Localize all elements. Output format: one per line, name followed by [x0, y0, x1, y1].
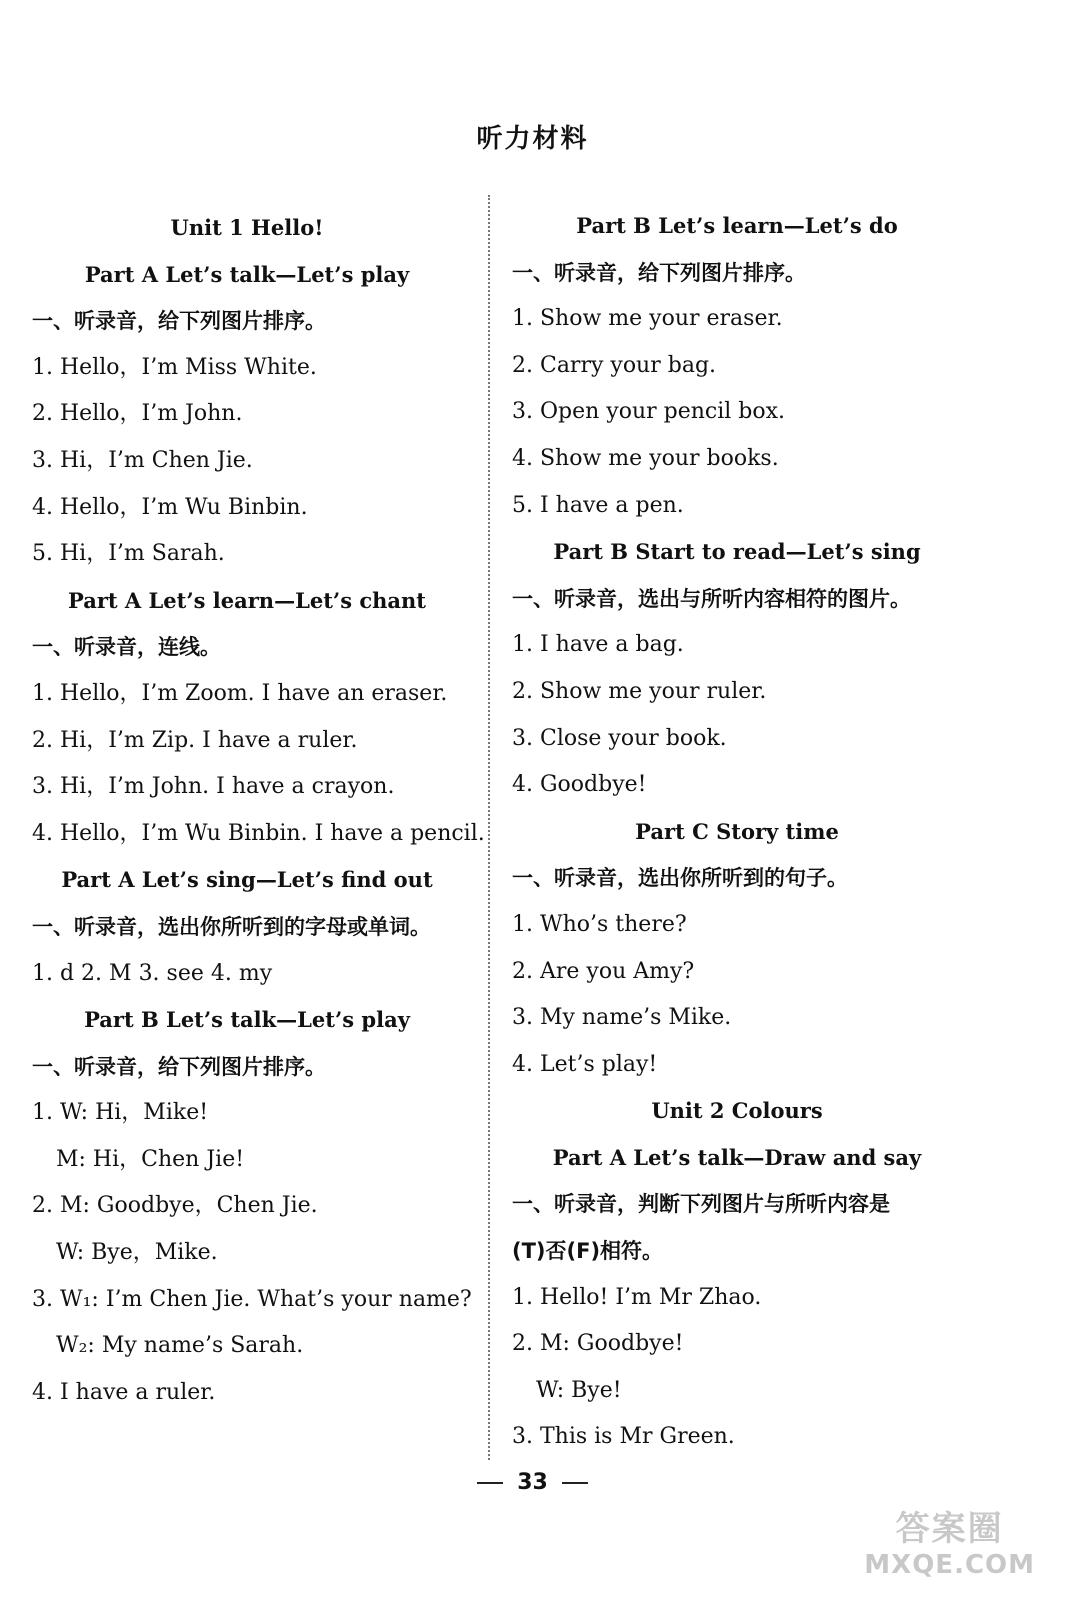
exercise-instruction: 一、听录音，选出你所听到的句子。 [512, 866, 848, 891]
transcript-line: 3. Hi，I’m Chen Jie. [32, 447, 253, 473]
transcript-line: 1. Show me your eraser. [512, 306, 783, 332]
section-heading: Unit 2 Colours [651, 1098, 823, 1124]
transcript-line: 3. This is Mr Green. [512, 1424, 735, 1450]
exercise-instruction: 一、听录音，选出你所听到的字母或单词。 [32, 914, 431, 939]
exercise-instruction: 一、听录音，判断下列图片与所听内容是 [512, 1192, 890, 1217]
left-column [32, 205, 485, 1416]
page-footer [0, 1470, 1065, 1495]
transcript-line: 3. Hi，I’m John. I have a crayon. [32, 774, 395, 800]
exercise-instruction: (T)否(F)相符。 [512, 1239, 664, 1264]
section-heading: Part C Story time [635, 818, 839, 844]
section-heading: Part A Let’s talk—Let’s play [84, 261, 410, 287]
column-divider [488, 195, 490, 1460]
transcript-line: 3. W₁: I’m Chen Jie. What’s your name? [32, 1286, 472, 1312]
transcript-line: 5. I have a pen. [512, 492, 684, 518]
exercise-instruction: 一、听录音，选出与所听内容相符的图片。 [512, 586, 911, 611]
transcript-line: 4. Hello，I’m Wu Binbin. [32, 494, 308, 520]
footer-dash-right [562, 1482, 588, 1484]
exercise-instruction: 一、听录音，连线。 [32, 635, 221, 660]
transcript-line: 1. Hello，I’m Miss White. [32, 354, 317, 380]
transcript-line: 2. Are you Amy? [512, 958, 695, 984]
transcript-line: 4. I have a ruler. [32, 1379, 216, 1405]
transcript-line: 1. W: Hi，Mike! [32, 1100, 209, 1126]
transcript-line: W: Bye，Mike. [56, 1240, 218, 1266]
transcript-line: M: Hi，Chen Jie! [56, 1146, 245, 1172]
page-number: 33 [517, 1470, 548, 1495]
transcript-line: 4. Let’s play! [512, 1051, 658, 1077]
transcript-line: 4. Show me your books. [512, 445, 779, 471]
watermark [864, 1501, 1035, 1580]
transcript-line: 1. Hello! I’m Mr Zhao. [512, 1284, 762, 1310]
exercise-instruction: 一、听录音，给下列图片排序。 [32, 1054, 326, 1079]
transcript-line: 2. Show me your ruler. [512, 678, 767, 704]
transcript-line: 2. Hello，I’m John. [32, 401, 243, 427]
transcript-line: 4. Goodbye! [512, 772, 647, 798]
transcript-line: 1. Who’s there? [512, 911, 687, 937]
transcript-line: 2. Carry your bag. [512, 352, 717, 378]
transcript-line: 3. My name’s Mike. [512, 1005, 732, 1031]
exercise-instruction: 一、听录音，给下列图片排序。 [512, 260, 806, 285]
transcript-line: W: Bye! [536, 1377, 622, 1403]
exercise-instruction: 一、听录音，给下列图片排序。 [32, 309, 326, 334]
watermark-url: MXQE.COM [864, 1550, 1035, 1580]
transcript-line: 2. M: Goodbye! [512, 1331, 684, 1357]
page-title: 听力材料 [476, 124, 589, 154]
section-heading: Part A Let’s sing—Let’s find out [61, 867, 433, 893]
transcript-line: 1. d 2. M 3. see 4. my [32, 960, 273, 986]
transcript-line: 1. I have a bag. [512, 632, 684, 658]
right-column [512, 203, 962, 1461]
section-heading: Part B Start to read—Let’s sing [553, 539, 921, 565]
transcript-line: 5. Hi，I’m Sarah. [32, 541, 225, 567]
transcript-line: 3. Close your book. [512, 725, 727, 751]
transcript-line: 2. M: Goodbye，Chen Jie. [32, 1193, 318, 1219]
transcript-line: 1. Hello，I’m Zoom. I have an eraser. [32, 680, 448, 706]
footer-dash-left [477, 1482, 503, 1484]
section-heading: Part B Let’s learn—Let’s do [576, 213, 898, 238]
section-heading: Unit 1 Hello! [170, 215, 324, 240]
section-heading: Part B Let’s talk—Let’s play [84, 1007, 410, 1033]
section-heading: Part A Let’s learn—Let’s chant [68, 587, 426, 613]
transcript-line: 4. Hello，I’m Wu Binbin. I have a pencil. [32, 820, 485, 846]
transcript-line: 2. Hi，I’m Zip. I have a ruler. [32, 727, 358, 753]
section-heading: Part A Let’s talk—Draw and say [552, 1144, 922, 1170]
transcript-line: W₂: My name’s Sarah. [56, 1333, 304, 1359]
transcript-line: 3. Open your pencil box. [512, 399, 786, 425]
watermark-logo: 答案圈 [895, 1509, 1004, 1549]
